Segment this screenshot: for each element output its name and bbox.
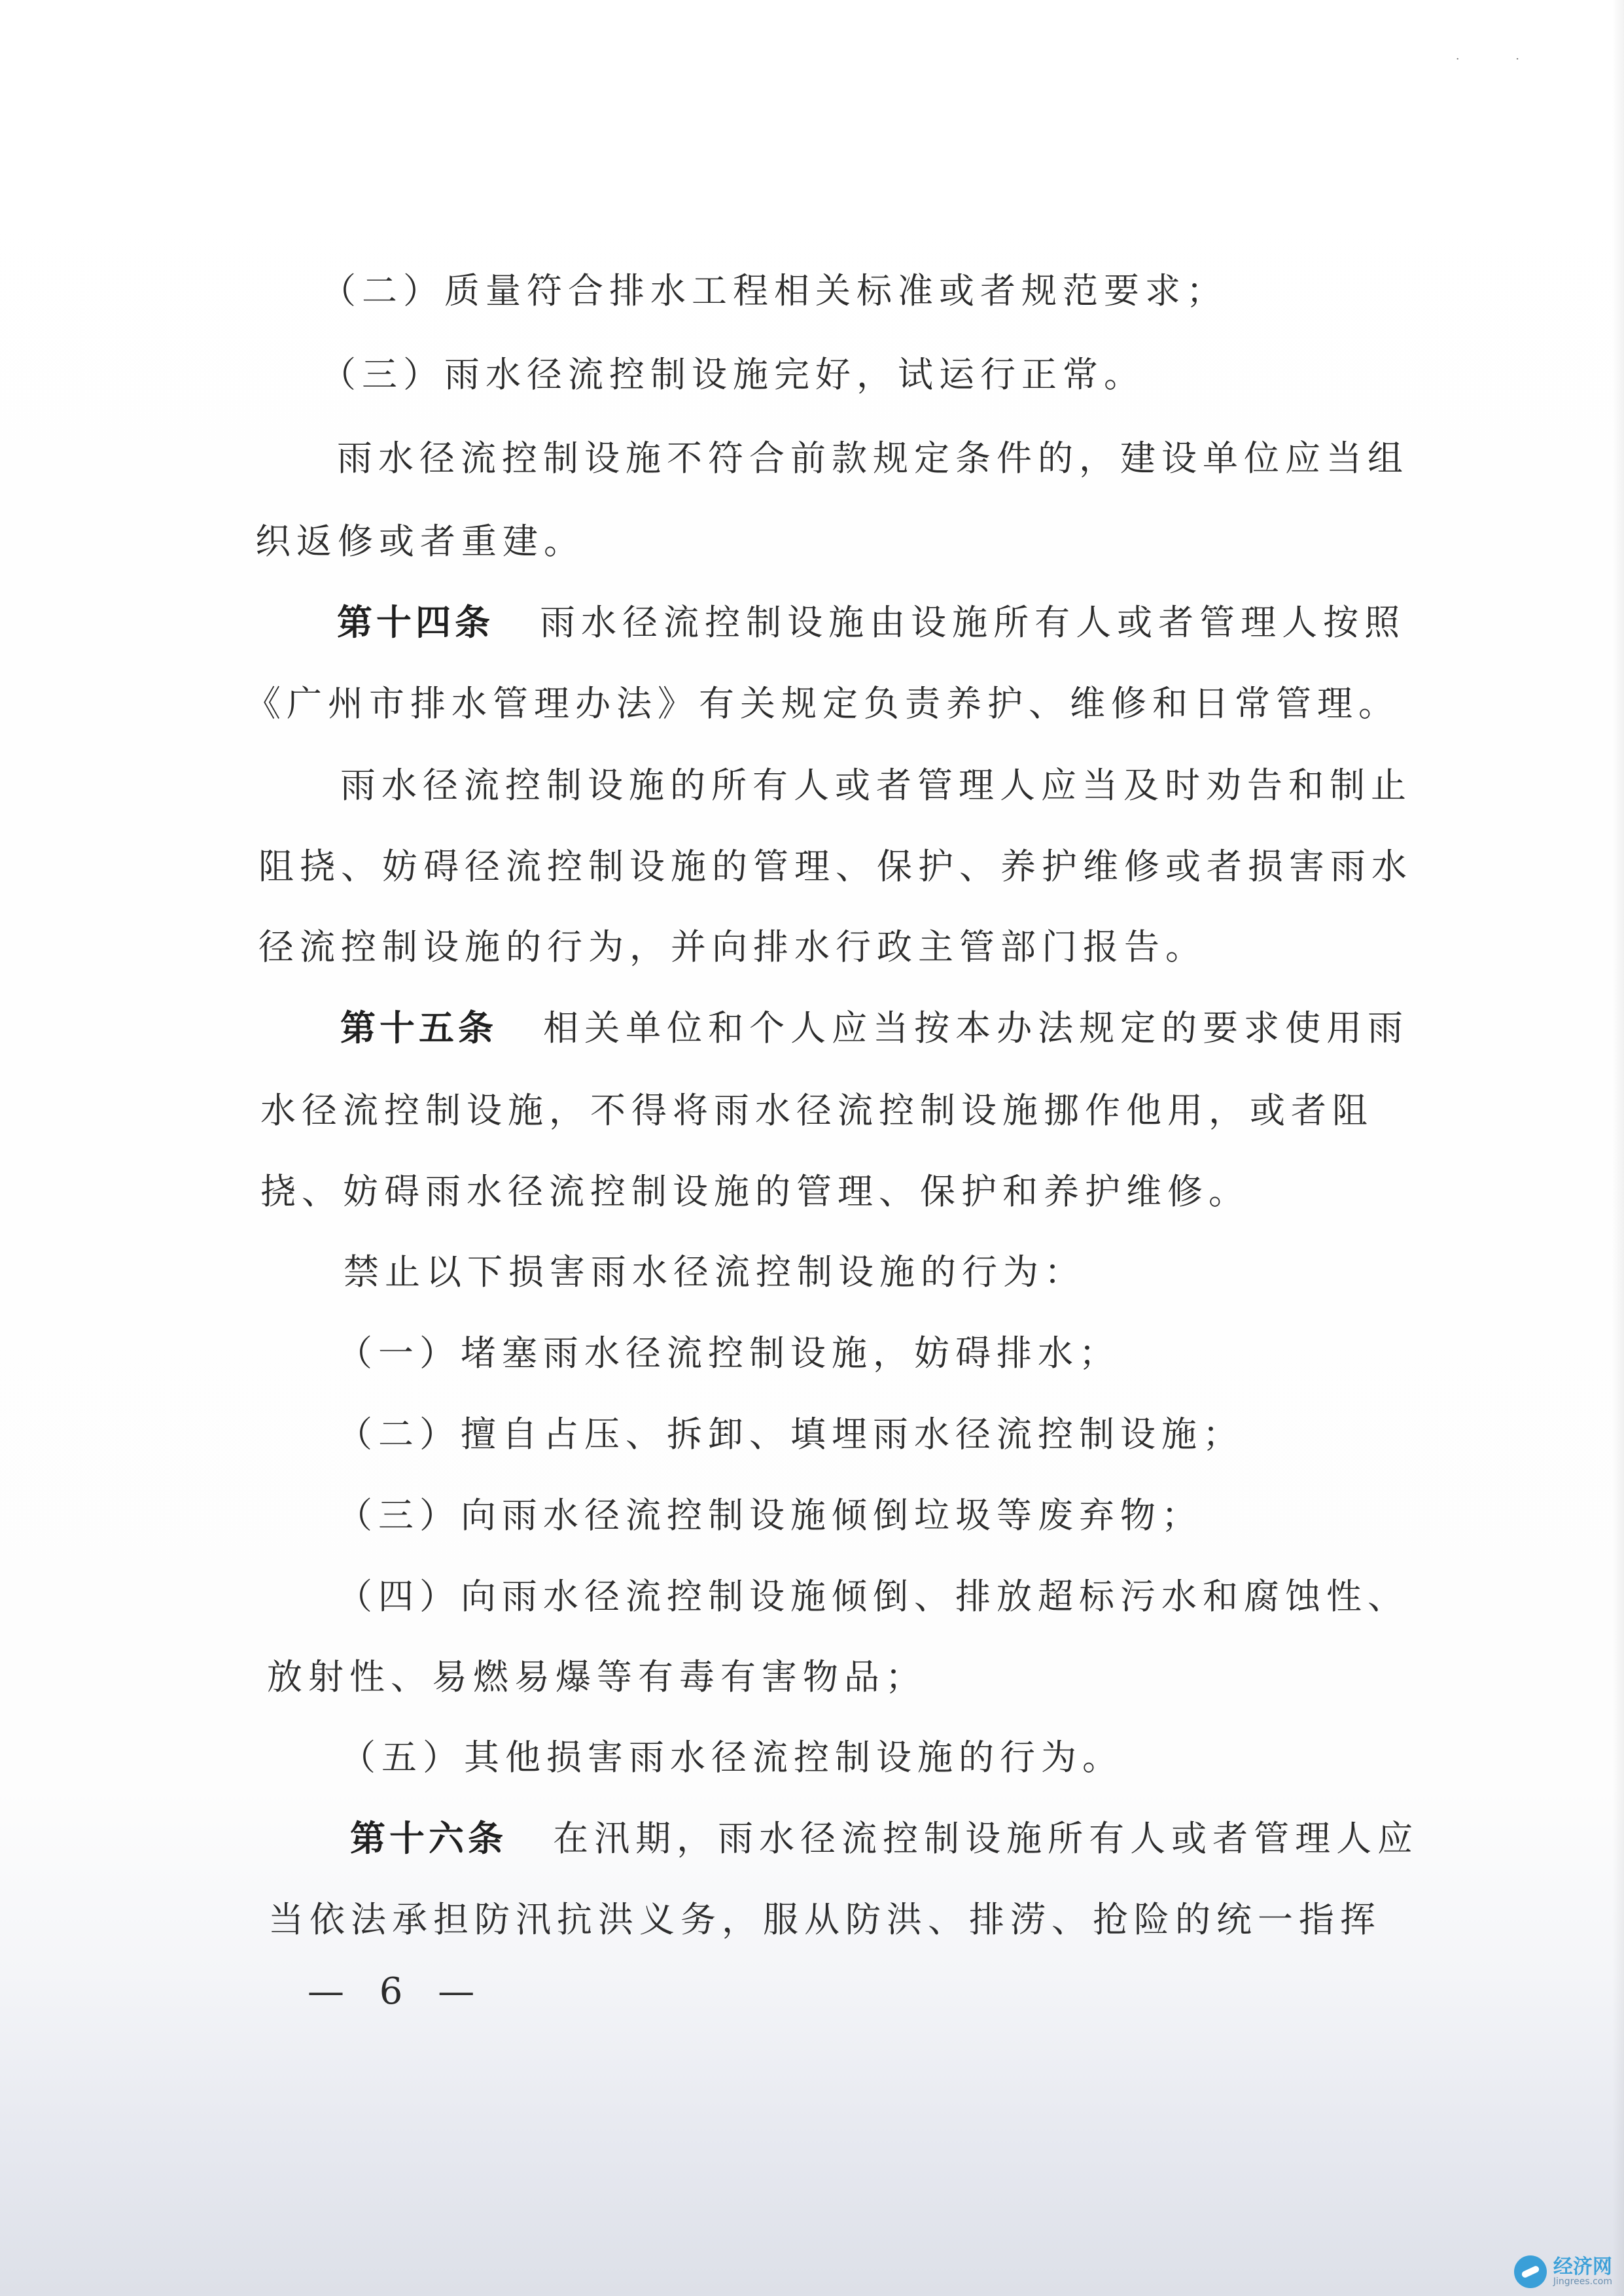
line-text: （四）向雨水径流控制设施倾倒、排放超标污水和腐蚀性、 bbox=[337, 1576, 1409, 1617]
line-text: 雨水径流控制设施的所有人或者管理人应当及时劝告和制止 bbox=[340, 765, 1412, 806]
watermark-url: Jingrees.com bbox=[1553, 2276, 1612, 2287]
text-line-19 bbox=[340, 1731, 1123, 1784]
text-line-6 bbox=[245, 678, 1400, 730]
text-line-9 bbox=[258, 921, 1207, 973]
text-line-13 bbox=[344, 1246, 1086, 1298]
text-line-14 bbox=[337, 1327, 1120, 1380]
scan-edge-shadow bbox=[1612, 0, 1624, 2296]
text-line-16 bbox=[337, 1489, 1203, 1542]
page-number: — 6 — bbox=[308, 1970, 487, 2013]
article-heading: 第十五条 bbox=[340, 1007, 497, 1049]
line-text: 挠、妨碍雨水径流控制设施的管理、保护和养护维修。 bbox=[260, 1171, 1250, 1212]
text-line-11 bbox=[260, 1085, 1373, 1137]
scan-specks: · · bbox=[1455, 52, 1545, 66]
text-line-2 bbox=[321, 349, 1145, 401]
text-line-21 bbox=[268, 1894, 1381, 1946]
text-line-8 bbox=[258, 841, 1413, 893]
line-text: 当依法承担防汛抗洪义务，服从防洪、排涝、抢险的统一指挥 bbox=[268, 1899, 1381, 1940]
line-text: 禁止以下损害雨水径流控制设施的行为： bbox=[344, 1251, 1086, 1293]
text-line-1 bbox=[321, 265, 1227, 317]
line-text: 雨水径流控制设施由设施所有人或者管理人按照 bbox=[540, 602, 1406, 643]
text-line-4 bbox=[255, 515, 585, 568]
line-text: 相关单位和个人应当按本办法规定的要求使用雨 bbox=[543, 1007, 1409, 1049]
article-16-line bbox=[350, 1813, 1419, 1865]
line-text: （二）质量符合排水工程相关标准或者规范要求； bbox=[321, 270, 1227, 311]
text-line-18 bbox=[267, 1651, 927, 1703]
text-line-7 bbox=[340, 759, 1412, 812]
text-line-15 bbox=[337, 1408, 1244, 1461]
line-text: 径流控制设施的行为，并向排水行政主管部门报告。 bbox=[258, 926, 1207, 967]
line-text: 《广州市排水管理办法》有关规定负责养护、维修和日常管理。 bbox=[245, 683, 1400, 724]
article-14-line bbox=[337, 597, 1405, 649]
watermark-name: 经济网 bbox=[1553, 2255, 1612, 2278]
text-line-12 bbox=[260, 1166, 1250, 1218]
line-text: 雨水径流控制设施不符合前款规定条件的，建设单位应当组 bbox=[337, 438, 1409, 479]
text-line-17 bbox=[337, 1571, 1409, 1623]
line-text: （一）堵塞雨水径流控制设施，妨碍排水； bbox=[337, 1332, 1120, 1374]
line-text: 织返修或者重建。 bbox=[255, 521, 585, 562]
article-15-line bbox=[340, 1002, 1409, 1054]
line-text: 水径流控制设施，不得将雨水径流控制设施挪作他用，或者阻 bbox=[260, 1090, 1373, 1131]
line-text: 放射性、易燃易爆等有毒有害物品； bbox=[267, 1656, 927, 1697]
line-text: 阻挠、妨碍径流控制设施的管理、保护、养护维修或者损害雨水 bbox=[258, 846, 1413, 887]
line-text: （五）其他损害雨水径流控制设施的行为。 bbox=[340, 1737, 1123, 1778]
text-line-3 bbox=[337, 432, 1409, 485]
line-text: （三）向雨水径流控制设施倾倒垃圾等废弃物； bbox=[337, 1495, 1203, 1536]
line-text: 在汛期，雨水径流控制设施所有人或者管理人应 bbox=[553, 1818, 1419, 1859]
article-heading: 第十四条 bbox=[337, 602, 494, 643]
watermark bbox=[1514, 2255, 1612, 2288]
line-text: （三）雨水径流控制设施完好，试运行正常。 bbox=[321, 354, 1145, 395]
article-heading: 第十六条 bbox=[350, 1818, 507, 1859]
line-text: （二）擅自占压、拆卸、填埋雨水径流控制设施； bbox=[337, 1414, 1244, 1455]
site-logo-icon bbox=[1514, 2255, 1547, 2288]
